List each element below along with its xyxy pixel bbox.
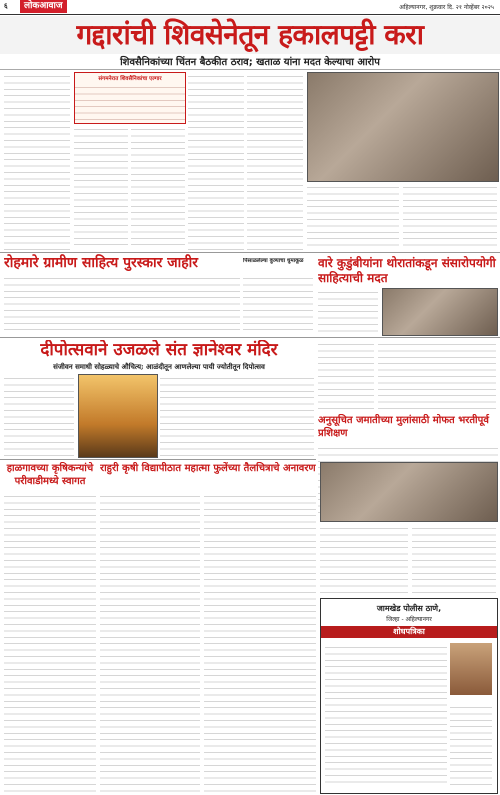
lead-column-6 <box>307 183 399 250</box>
story-body-rahuri-4 <box>412 524 496 594</box>
story-headline-ware: वारे कुडुंबीयांना थोरातांकडून संसारोपयोगी साहित्याची मदत <box>318 256 496 285</box>
lead-headline: गद्दारांची शिवसेनेतून हकालपट्टी करा <box>0 16 500 54</box>
story-body-ware-1 <box>318 288 378 334</box>
lead-column-2 <box>74 125 128 250</box>
issue-date: अहिल्यानगर, शुक्रवार दि. २१ नोव्हेंबर २०२५ <box>399 4 494 11</box>
story-headline-training: अनुसूचित जमातीच्या मुलांसाठी मोफत भरतीपूर्व प्रशिक्षण <box>318 415 489 439</box>
story-body-ware-2 <box>318 340 374 412</box>
story-subhead-deepotsav: संजीवन समाधी सोहळ्याचे औचित्य; आळंदीतून आणलेल्या पायी ज्योतीतून दिपोत्सव <box>53 362 265 371</box>
lead-column-1 <box>4 72 70 250</box>
story-body-halgaon <box>4 492 96 792</box>
story-headline-deepotsav: दीपोत्सवाने उजळले संत ज्ञानेश्वर मंदिर <box>40 340 278 360</box>
story-body-dog <box>243 274 313 334</box>
story-body-rohmare <box>4 274 240 334</box>
highlight-box-title: संगमनेरात शिवसैनिकांचा एल्गार <box>98 76 162 82</box>
newspaper-logo: लोकआवाज <box>20 0 67 13</box>
lead-photo <box>307 72 499 182</box>
ad-title: जामखेड पोलीस ठाणे, <box>376 604 442 613</box>
missing-person-photo <box>450 643 492 695</box>
lead-highlight-box <box>74 72 186 124</box>
story-body-deepotsav-2 <box>160 374 314 456</box>
story-headline-rahuri: राहुरी कृषी विद्यापीठात महात्मा फुलेंच्या तैलचित्राचे अनावरण <box>100 463 316 474</box>
ad-band: शोधपत्रिका <box>321 626 497 638</box>
police-notice-ad <box>320 598 498 794</box>
rahuri-photo <box>320 462 498 522</box>
story-headline-halgaon: हाळगावच्या कृषिकन्यांचे परीवाडीमध्ये स्वागत <box>6 463 94 487</box>
masthead <box>0 0 500 15</box>
lead-column-7 <box>403 183 497 250</box>
story-body-deepotsav-1 <box>4 374 74 456</box>
lead-column-3 <box>131 125 185 250</box>
story-headline-dog: पिसाळलेल्या कुत्र्याचा धुमाकूळ <box>243 258 304 264</box>
story-body-rahuri-2 <box>204 492 316 792</box>
ad-subtitle: जिल्हा - अहिल्यानगर <box>386 616 432 623</box>
lead-subhead: शिवसैनिकांच्या चिंतन बैठकीत ठराव; खताळ यांना मदत केल्याचा आरोप <box>0 54 500 70</box>
ad-body <box>325 643 447 787</box>
page-number: ६ <box>4 2 8 10</box>
temple-photo <box>78 374 158 458</box>
story-headline-rohmare: रोहमारे ग्रामीण साहित्य पुरस्कार जाहीर <box>4 255 199 271</box>
story-body-ware-3 <box>378 340 496 412</box>
story-body-rahuri-1 <box>100 492 200 792</box>
lead-column-4 <box>188 72 244 250</box>
ware-photo <box>382 288 498 336</box>
lead-column-5 <box>247 72 303 250</box>
story-body-rahuri-3 <box>320 524 408 594</box>
